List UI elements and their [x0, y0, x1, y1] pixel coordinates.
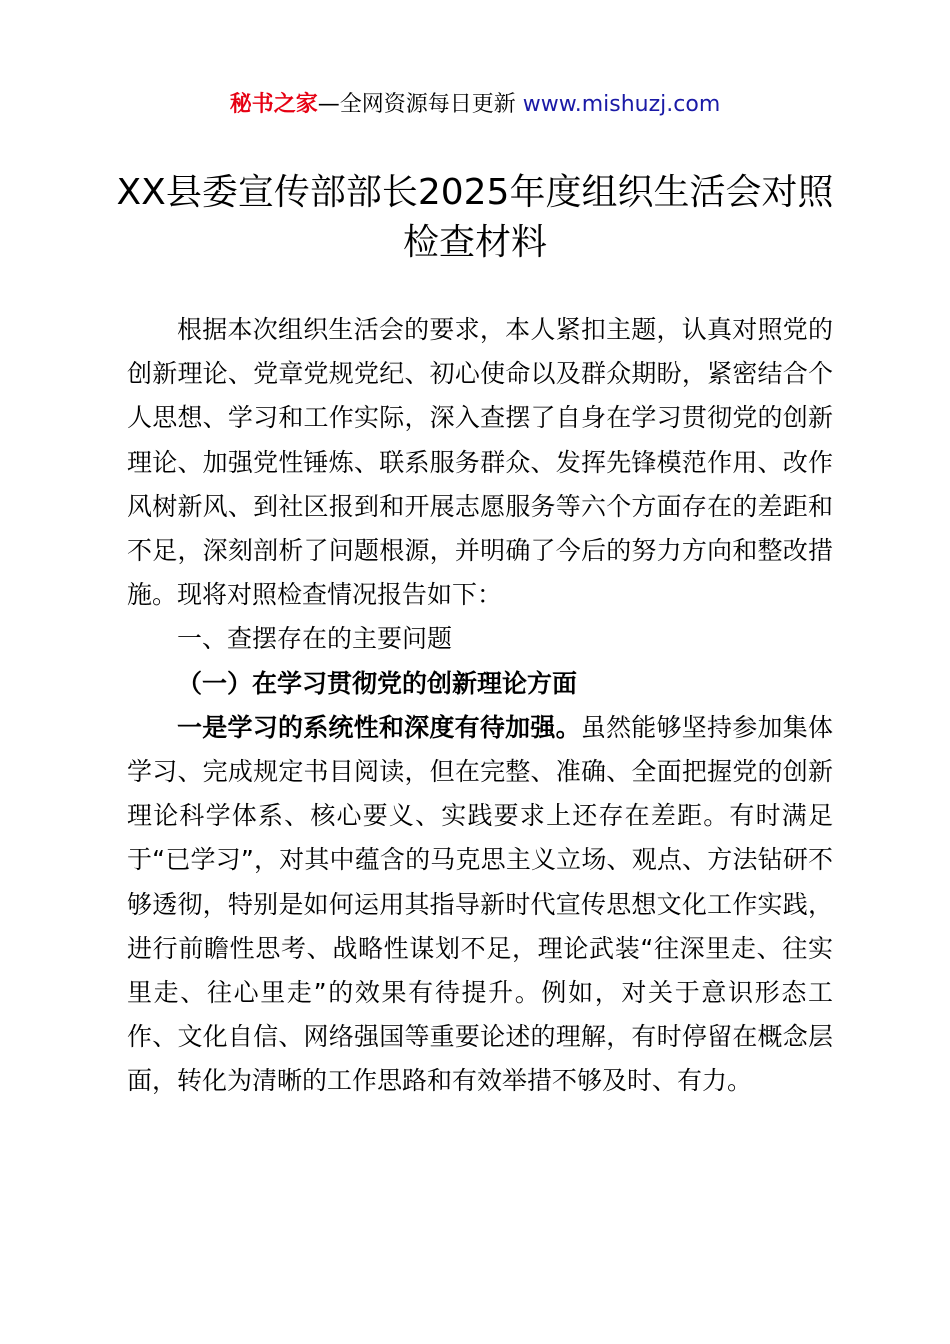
- intro-paragraph: 根据本次组织生活会的要求，本人紧扣主题，认真对照党的创新理论、党章党规党纪、初心使命以及群众期盼，紧密结合个人思想、学习和工作实际，深入查摆了自身在学习贯彻党的创新理论、加强党性锤炼、联系服务群众、发挥先锋模范作用、改作风树新风、到社区报到和开展志愿服务等六个方面存在的差距和不足，深刻剖析了问题根源，并明确了今后的努力方向和整改措施。现将对照检查情况报告如下：: [127, 315, 833, 610]
- site-brand: 秘书之家: [229, 92, 318, 117]
- subsection-heading: （一）在学习贯彻党的创新理论方面: [177, 668, 578, 698]
- section-heading: 一、查摆存在的主要问题: [177, 624, 453, 654]
- point-paragraph: [127, 706, 833, 1104]
- site-banner: [0, 88, 950, 122]
- point-lead: 一是学习的系统性和深度有待加强。: [177, 712, 581, 742]
- document-body: [127, 308, 833, 1104]
- document-title: XX县委宣传部部长2025年度组织生活会对照检查材料: [116, 172, 834, 263]
- site-url-link[interactable]: www.mishuzj.com: [522, 92, 721, 117]
- site-slogan: —全网资源每日更新: [317, 92, 523, 117]
- point-text: 虽然能够坚持参加集体学习、完成规定书目阅读，但在完整、准确、全面把握党的创新理论科学体系、核心要义、实践要求上还存在差距。有时满足于“已学习”，对其中蕴含的马克思主义立场、观点、方法钻研不够透彻，特别是如何运用其指导新时代宣传思想文化工作实践，进行前瞻性思考、战略性谋划不足，理论武装“往深里走、往实里走、往心里走”的效果有待提升。例如，对关于意识形态工作、文化自信、网络强国等重要论述的理解，有时停留在概念层面，转化为清晰的工作思路和有效举措不够及时、有力。: [127, 712, 833, 1096]
